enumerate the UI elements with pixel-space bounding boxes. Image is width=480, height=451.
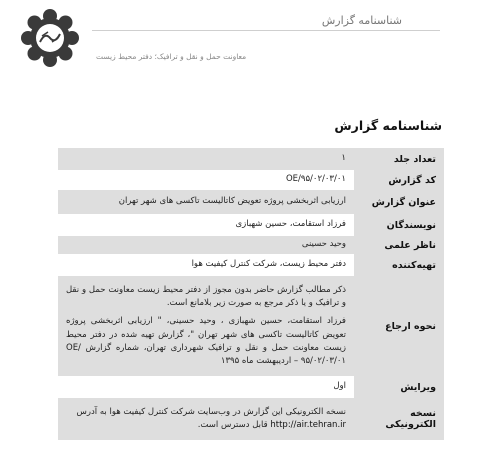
row-label: ویرایش <box>354 376 444 398</box>
row-label: ناظر علمی <box>354 236 444 254</box>
header-title: شناسنامه گزارش <box>321 14 402 27</box>
header-subtitle: معاونت حمل و نقل و ترافیک؛ دفتر محیط زیست <box>96 52 247 61</box>
table-row-preparer <box>58 254 444 276</box>
reference-paragraph-1: ذکر مطالب گزارش حاضر بدون مجوز از دفتر محیط زیست معاونت حمل و نقل و ترافیک و یا ذکر مرجع به صورت زیر بلامانع است. <box>66 284 346 309</box>
row-label: عنوان گزارش <box>354 190 444 214</box>
report-id-table <box>58 148 444 440</box>
row-value <box>58 170 354 190</box>
electronic-text-after: قابل دسترس است. <box>197 420 268 430</box>
header-divider <box>92 30 440 31</box>
table-row-volumes <box>58 148 444 170</box>
tehran-municipality-logo-icon <box>20 8 80 68</box>
table-row-reference <box>58 276 444 376</box>
electronic-text-before: نسخه الکترونیکی این گزارش در وب‌سایت شرکت کنترل کیفیت هوا به آدرس <box>76 406 346 417</box>
row-label: تهیه‌کننده <box>354 254 444 276</box>
row-label: نسخه الکترونیکی <box>354 398 444 440</box>
table-row-title <box>58 190 444 214</box>
row-value: وحید حسینی <box>58 236 354 254</box>
row-value <box>58 398 354 440</box>
row-label: نویسندگان <box>354 214 444 236</box>
report-header <box>0 0 480 72</box>
table-row-code <box>58 170 444 190</box>
table-row-electronic <box>58 398 444 440</box>
table-row-supervisor <box>58 236 444 254</box>
row-value: ارزیابی اثربخشی پروژه تعویض کاتالیست تاکسی های شهر تهران <box>58 190 354 214</box>
reference-paragraph-2: فرزاد استقامت، حسین شهبازی ، وحید حسینی، " ارزیابی اثربخشی پروژه تعویض کاتالیست تاکسی های شهر تهران "، گزارش تهیه شده در دفتر محیط زیست معاونت حمل و نقل و ترافیک شهرداری تهران، شماره گزارش OE/۹۵/۰۲/۰۳/۰۱ – اردیبهشت ماه ۱۳۹۵ <box>66 316 346 366</box>
row-label: کد گزارش <box>354 170 444 190</box>
section-title: شناسنامه گزارش <box>334 118 442 133</box>
website-link[interactable]: http://air.tehran.ir <box>270 420 346 430</box>
table-row-authors <box>58 214 444 236</box>
row-label: تعداد جلد <box>354 148 444 170</box>
report-code: OE/۹۵/۰۲/۰۳/۰۱ <box>285 174 346 185</box>
table-row-edition <box>58 376 444 398</box>
row-label: نحوه ارجاع <box>354 276 444 376</box>
row-value: دفتر محیط زیست، شرکت کنترل کیفیت هوا <box>191 259 346 270</box>
row-value: فرزاد استقامت، حسین شهبازی <box>235 219 346 230</box>
row-value: اول <box>333 381 346 392</box>
row-value <box>58 276 354 376</box>
row-value: ۱ <box>58 148 354 170</box>
